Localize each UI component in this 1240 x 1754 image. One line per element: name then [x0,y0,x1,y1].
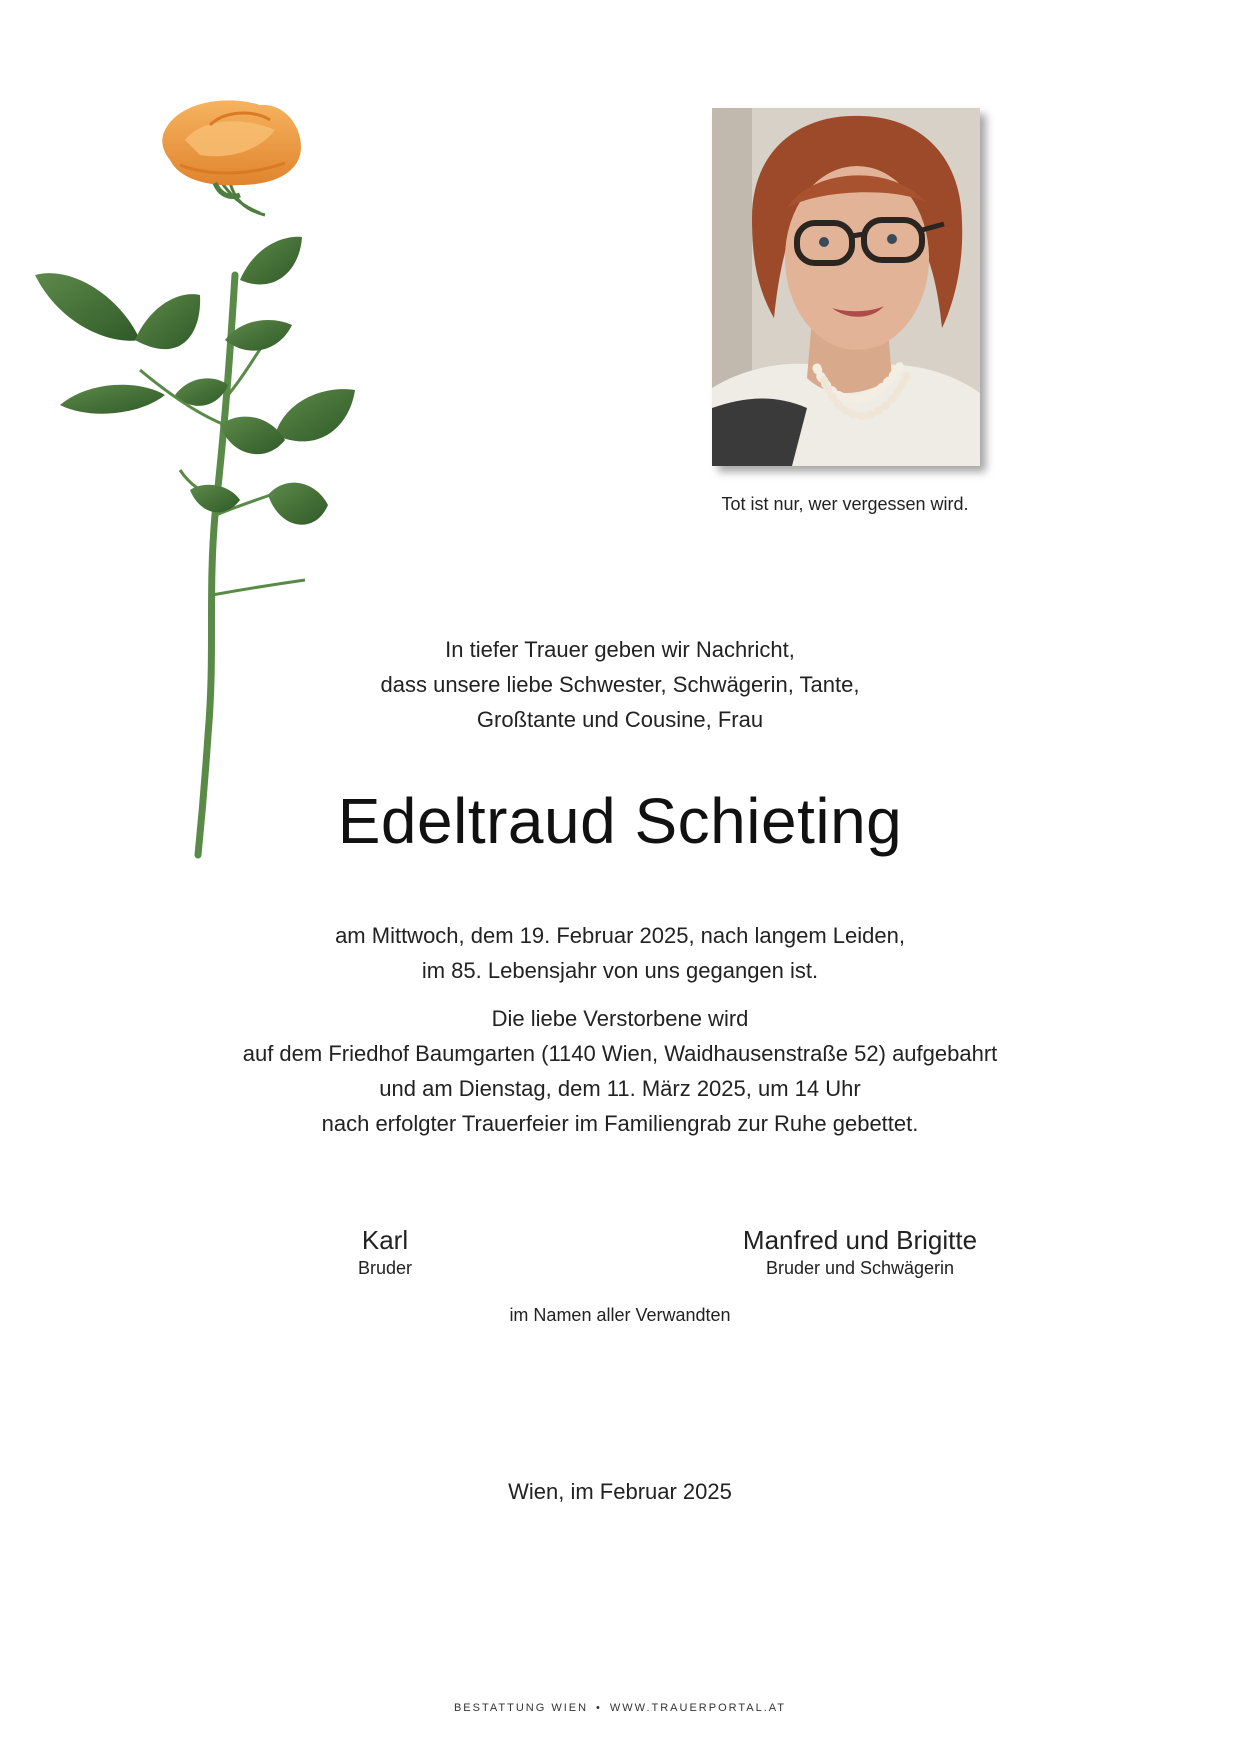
motto-text: Tot ist nur, wer vergessen wird. [721,494,969,514]
place-date: Wien, im Februar 2025 [508,1479,732,1504]
signer-name: Manfred und Brigitte [742,1225,978,1255]
deceased-name: Edeltraud Schieting [337,785,903,857]
details-line: Die liebe Verstorbene wird [491,1006,749,1031]
signer-karl [305,1224,465,1280]
signer-relation: Bruder und Schwägerin [765,1258,955,1278]
funeral-details [170,918,1070,1141]
details-line: nach erfolgter Trauerfeier im Familiengrab zur Ruhe gebettet. [321,1111,919,1136]
intro-announcement [320,632,920,737]
portrait-image [712,108,980,466]
details-line: und am Dienstag, dem 11. März 2025, um 14 Uhr [379,1076,861,1101]
intro-line: In tiefer Trauer geben wir Nachricht, [445,637,795,662]
intro-line: Großtante und Cousine, Frau [476,707,764,732]
details-line: auf dem Friedhof Baumgarten (1140 Wien, Waidhausenstraße 52) aufgebahrt [242,1041,998,1066]
footer [380,1702,860,1714]
footer-website: WWW.TRAUERPORTAL.AT [609,1702,787,1714]
footer-company: BESTATTUNG WIEN [453,1702,589,1714]
portrait-photo [712,108,980,466]
footer-separator: • [596,1702,602,1714]
signer-name: Karl [361,1225,409,1255]
details-line: im 85. Lebensjahr von uns gegangen ist. [421,958,819,983]
intro-line: dass unsere liebe Schwester, Schwägerin, Tante, [380,672,860,697]
signer-manfred-brigitte [700,1224,1020,1280]
relatives-note: im Namen aller Verwandten [509,1305,731,1325]
rose-icon [30,95,410,865]
rose-illustration [30,95,410,865]
details-line: am Mittwoch, dem 19. Februar 2025, nach langem Leiden, [335,923,905,948]
signer-relation: Bruder [357,1258,413,1278]
